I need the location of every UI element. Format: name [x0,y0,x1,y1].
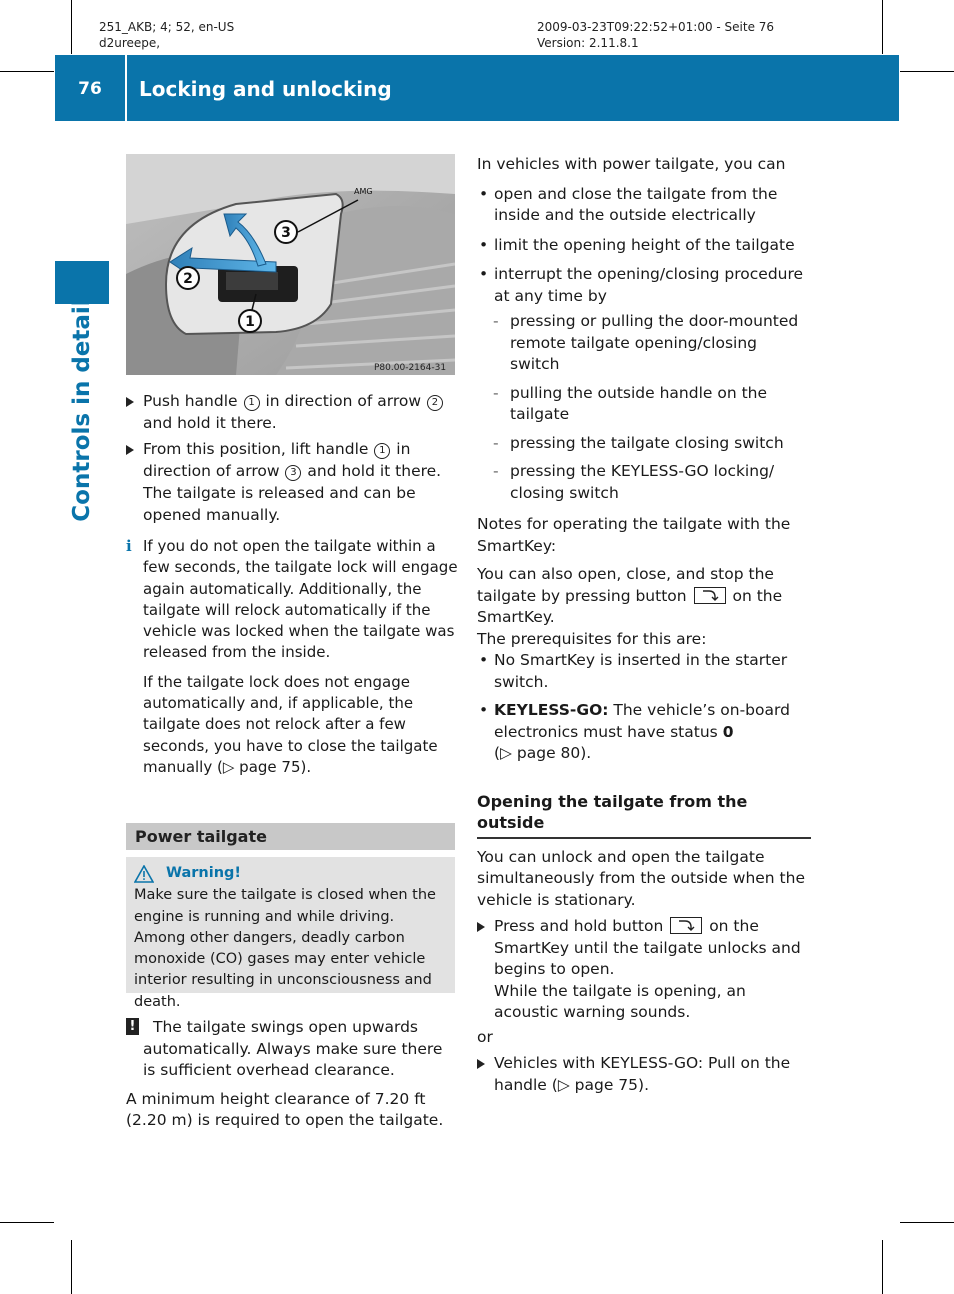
bullet-dot: • [479,265,489,283]
step-arrow-icon [477,922,485,932]
warning-title: Warning! [166,865,242,881]
crop-mark [71,1240,72,1294]
dash-text: pressing the KEYLESS-GO locking/ closing switch [510,462,775,502]
step-text: and hold it there. [307,461,442,480]
header-divider [125,55,127,121]
smartkey-text-b: on the SmartKey. [477,586,783,626]
intro-text: In vehicles with power tailgate, you can [477,155,786,173]
caution-note [126,1017,456,1082]
dash-item [477,311,811,376]
step-item [477,916,811,1024]
figure-code: P80.00-2164-31 [374,363,447,373]
step-arrow-icon [477,1059,485,1069]
or-text: or [477,1027,493,1046]
bullet-dot: • [479,184,489,203]
crop-mark [900,1222,954,1223]
callout-ref: 3 [285,465,301,481]
figure-illustration [126,154,455,375]
callout-label: 2 [183,271,193,287]
warning-text: Make sure the tailgate is closed when the engine is running and while driving. Among other dangers, deadly carbon monoxide (CO) gases may enter vehicle interior resulting in unconsciousness and death. [134,887,436,1010]
step-text: in direction of arrow [143,440,411,480]
svg-text:AMG: AMG [354,187,373,196]
bullet-text: limit the opening height of the tailgate [494,235,795,254]
step-text: on the SmartKey until the tailgate unlocks and begins to open. [494,917,801,978]
meta-line: 251_AKB; 4; 52, en-US [99,20,235,34]
info-text-span: If the tailgate lock does not engage automatically and, if applicable, the tailgate does not relock after a few seconds, you have to close the tailgate manually [143,672,438,776]
callout-label: 1 [245,314,255,330]
warning-triangle-icon [134,865,154,883]
step-text: From this position, lift handle [143,440,369,458]
tailgate-button-icon [670,917,702,934]
info-text: If you do not open the tailgate within a few seconds, the tailgate lock will engage again automatically. Additionally, the tailgate will relock automatically if the vehicle was locked when the tailgate was released from the inside. [143,537,458,662]
right-column [477,154,811,1096]
meta-line: 2009-03-23T09:22:52+01:00 - Seite 76 [537,20,775,34]
prereq-text: The prerequisites for this are: [477,629,707,648]
step-result: While the tailgate is opening, an acoustic warning sounds. [494,981,746,1021]
bullet-text: open and close the tailgate from the inside and the outside electrically [494,184,778,224]
info-icon: i [126,537,132,555]
print-meta-right [537,19,774,51]
step-text: Press and hold button [494,917,664,935]
left-column-bottom [126,1017,456,1132]
step-text: in direction of arrow [265,392,422,410]
step-text: Push handle [143,392,238,410]
bullet-item [477,264,811,307]
bullet-item [477,700,811,765]
dash-text: pressing or pulling the door-mounted remote tailgate opening/closing switch [510,312,799,373]
outside-intro: You can unlock and open the tailgate simultaneously from the outside when the vehicle is stationary. [477,847,805,909]
dash-item [477,461,811,504]
info-text [143,672,458,778]
callout-ref: 2 [427,395,443,411]
bullet-text: The vehicle’s on-board electronics must have status [494,701,790,741]
meta-line: Version: 2.11.8.1 [537,36,639,50]
bullet-dot: • [479,701,489,719]
dash-item [477,383,811,426]
step-item [126,391,458,434]
crop-mark [882,1240,883,1294]
bullet-text: interrupt the opening/closing procedure at any time by [494,265,804,305]
bullet-text: No SmartKey is inserted in the starter switch. [494,651,788,691]
info-note [126,536,458,778]
page-reference[interactable]: (▷ page 75). [217,757,312,776]
step-result: The tailgate is released and can be opened manually. [143,484,416,524]
step-item [126,439,458,526]
status-value: 0 [722,722,734,741]
dash-marker: - [493,383,499,402]
bullet-dot: • [479,651,489,669]
left-column [126,391,458,778]
callout-label: 3 [281,225,291,241]
callout-ref: 1 [244,395,260,411]
bullet-dot: • [479,235,489,254]
smartkey-text-a: You can also open, close, and stop the tailgate by pressing button [477,565,774,605]
dash-item [477,433,811,455]
page-reference[interactable]: (▷ page 75). [551,1075,649,1094]
exclamation-icon: ! [126,1018,139,1035]
height-text: A minimum height clearance of 7.20 ft (2.20 m) is required to open the tailgate. [126,1089,444,1129]
crop-mark [0,1222,54,1223]
page-header [55,55,899,121]
step-arrow-icon [126,397,134,407]
notes-heading: Notes for operating the tailgate with the SmartKey: [477,515,791,555]
tailgate-handle-figure [126,154,455,375]
bullet-item [477,184,811,227]
crop-mark [71,0,72,54]
tailgate-button-icon [694,587,726,604]
dash-text: pulling the outside handle on the tailgate [510,383,768,423]
side-tab-label: Controls in detail [69,298,95,522]
step-item [477,1053,811,1096]
page-title: Locking and unlocking [139,77,392,101]
dash-text: pressing the tailgate closing switch [510,433,784,452]
bullet-item [477,650,811,693]
warning-box [126,857,455,1010]
print-meta-left [99,19,234,51]
side-tab [52,298,112,522]
page-reference[interactable]: (▷ page 80). [494,744,592,762]
callout-ref: 1 [374,443,390,459]
step-text: Vehicles with KEYLESS-GO: Pull on the handle [494,1054,791,1094]
section-heading-power-tailgate: Power tailgate [126,823,455,850]
dash-marker: - [493,433,499,452]
crop-mark [0,71,54,72]
meta-line: d2ureepe, [99,36,161,50]
bullet-item [477,235,811,257]
dash-marker: - [493,312,499,330]
page-number: 76 [78,79,102,99]
note-text: The tailgate swings open upwards automatically. Always make sure there is sufficient overhead clearance. [143,1018,443,1079]
keyless-go-label: KEYLESS-GO: [494,701,609,719]
step-text: and hold it there. [143,413,277,432]
subheading-opening-outside: Opening the tailgate from the outside [477,791,811,839]
smartkey-text [477,564,811,629]
crop-mark [882,0,883,54]
crop-mark [900,71,954,72]
step-arrow-icon [126,445,134,455]
dash-marker: - [493,462,499,480]
